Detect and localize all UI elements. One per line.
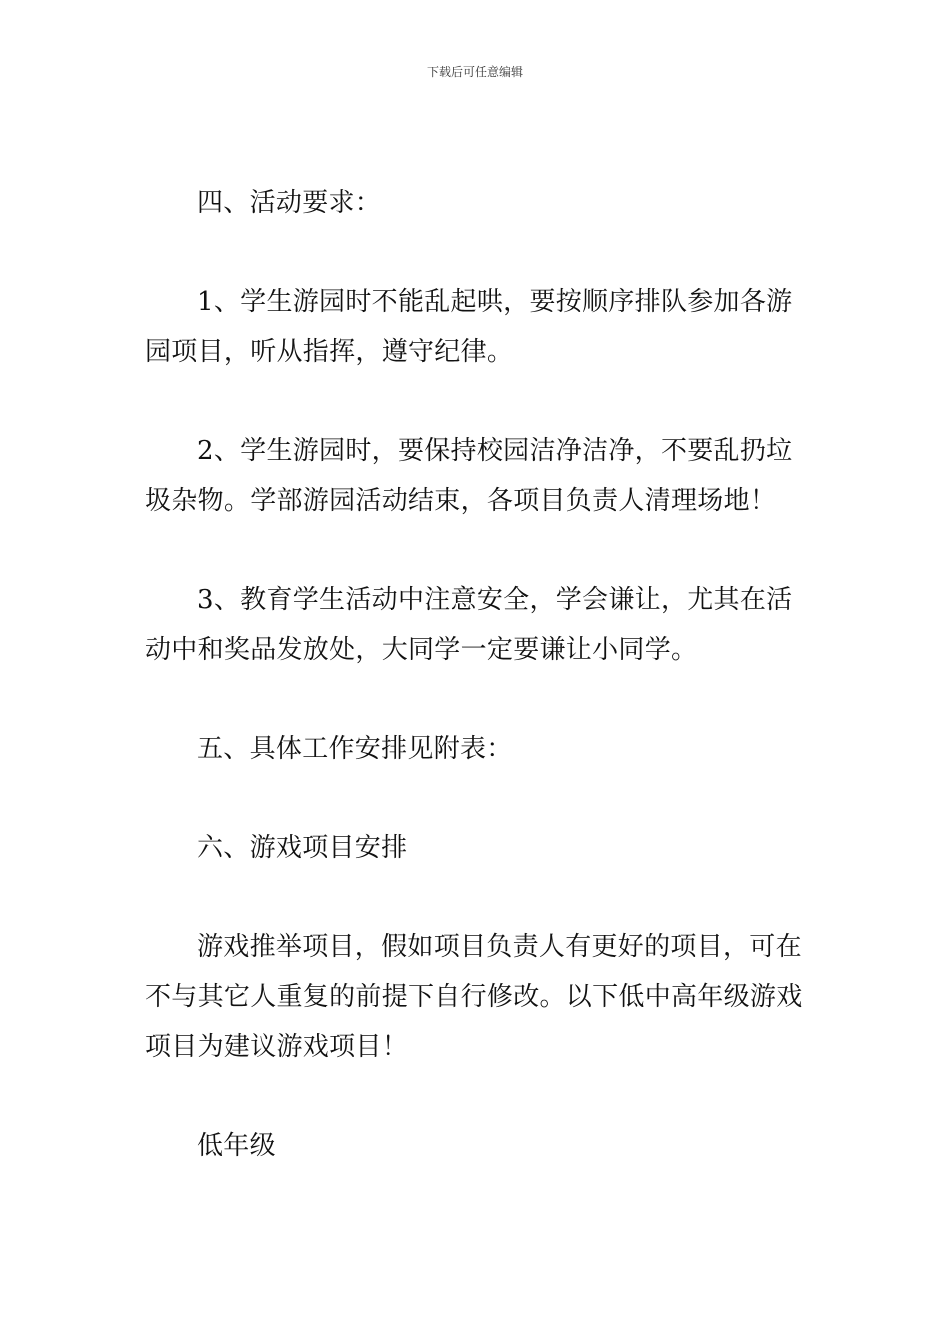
page-header: 下载后可任意编辑 [426,65,523,79]
games-paragraph: 游戏推举项目，假如项目负责人有更好的项目，可在不与其它人重复的前提下自行修改。以下低中高年级游戏项目为建议游戏项目！ [145,932,803,1062]
section-heading-activity-requirements: 四、活动要求： [197,188,382,218]
requirement-item-3: 3、教育学生活动中注意安全，学会谦让，尤其在活动中和奖品发放处，大同学一定要谦让小同学。 [145,585,793,665]
requirement-item-1: 1、学生游园时不能乱起哄，要按顺序排队参加各游园项目，听从指挥，遵守纪律。 [145,287,793,367]
requirement-item-2: 2、学生游园时，要保持校园洁净洁净，不要乱扔垃圾杂物。学部游园活动结束，各项目负责人清理场地！ [145,436,793,516]
document-body [145,178,807,1171]
section-heading-game-arrangement: 六、游戏项目安排 [197,833,408,863]
low-grade-heading: 低年级 [197,1131,276,1161]
section-heading-work-arrangement: 五、具体工作安排见附表： [197,734,513,764]
